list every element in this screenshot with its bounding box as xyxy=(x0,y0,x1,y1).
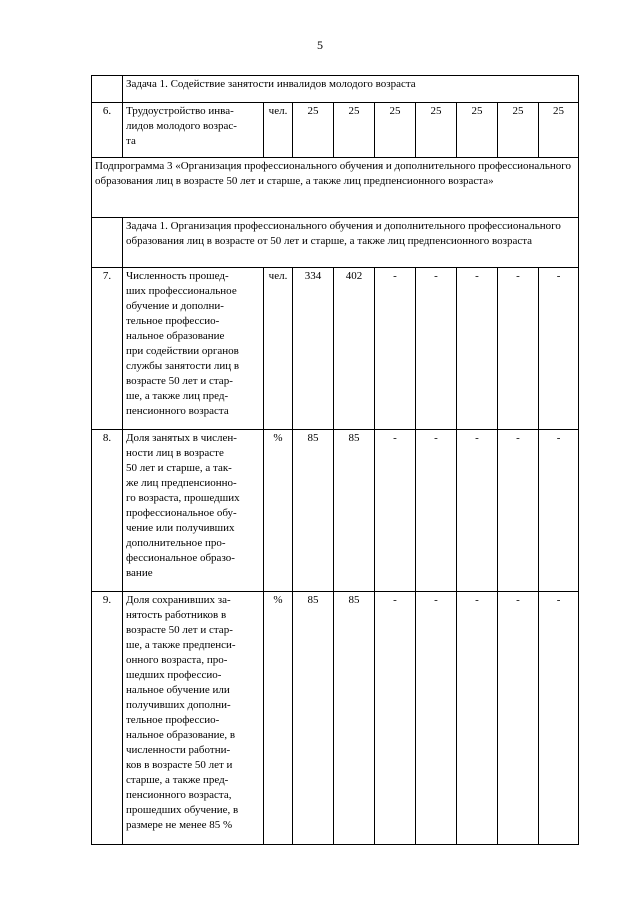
value-cell: - xyxy=(457,430,498,592)
row-number: 8. xyxy=(92,430,123,592)
value-cell: 402 xyxy=(334,268,375,430)
table-row xyxy=(92,268,579,430)
value-cell: - xyxy=(375,592,416,845)
indicator-name: Численность прошед- ших профессиональное обучение и дополни- тельное профессио- нальное образование при содействии органов службы занятости лиц в возрасте 50 лет и стар- ше, а также лиц пред- пенсионного возраста xyxy=(123,268,264,430)
value-cell: - xyxy=(457,268,498,430)
value-cell: 334 xyxy=(293,268,334,430)
value-cell: 85 xyxy=(293,592,334,845)
value-cell: - xyxy=(498,592,539,845)
row-number: 6. xyxy=(92,103,123,158)
unit-cell: чел. xyxy=(264,103,293,158)
indicators-table xyxy=(91,75,579,845)
indicator-name: Трудоустройство инва- лидов молодого возрас- та xyxy=(123,103,264,158)
value-cell: - xyxy=(375,430,416,592)
table-row xyxy=(92,158,579,218)
empty-cell xyxy=(92,76,123,103)
unit-cell: чел. xyxy=(264,268,293,430)
indicator-name: Доля сохранивших за- нятость работников в возрасте 50 лет и стар- ше, а также предпенси- онного возраста, про- шедших профессио- нальное обучение или получивших дополни- тельное профессио- нальное образование, в численности работни- ков в возрасте 50 лет и старше, а также пред- пенсионного возраста, прошедших обучение, в размере не менее 85 % xyxy=(123,592,264,845)
value-cell: 85 xyxy=(293,430,334,592)
value-cell: 25 xyxy=(334,103,375,158)
task-heading: Задача 1. Содействие занятости инвалидов молодого возраста xyxy=(123,76,579,103)
value-cell: - xyxy=(539,430,579,592)
value-cell: - xyxy=(416,268,457,430)
table-row xyxy=(92,218,579,268)
value-cell: 25 xyxy=(416,103,457,158)
value-cell: - xyxy=(416,430,457,592)
value-cell: 85 xyxy=(334,592,375,845)
value-cell: - xyxy=(416,592,457,845)
subprogram-heading: Подпрограмма 3 «Организация профессионального обучения и дополнительного профессионального образования лиц в возрасте 50 лет и старше, а также лиц предпенсионного возраста» xyxy=(92,158,579,218)
table-row xyxy=(92,592,579,845)
value-cell: - xyxy=(539,592,579,845)
unit-cell: % xyxy=(264,430,293,592)
empty-cell xyxy=(92,218,123,268)
table-row xyxy=(92,430,579,592)
indicator-name: Доля занятых в числен- ности лиц в возрасте 50 лет и старше, а так- же лиц предпенсионно- го возраста, прошедших профессиональное обу- чение или получивших дополнительное про- фессиональное образо- вание xyxy=(123,430,264,592)
row-number: 7. xyxy=(92,268,123,430)
value-cell: - xyxy=(539,268,579,430)
value-cell: - xyxy=(498,268,539,430)
value-cell: 25 xyxy=(375,103,416,158)
table-row xyxy=(92,103,579,158)
table-row xyxy=(92,76,579,103)
value-cell: 85 xyxy=(334,430,375,592)
value-cell: 25 xyxy=(498,103,539,158)
row-number: 9. xyxy=(92,592,123,845)
task-heading: Задача 1. Организация профессионального обучения и дополнительного профессионального образования лиц в возрасте от 50 лет и старше, а также лиц предпенсионного возраста xyxy=(123,218,579,268)
value-cell: - xyxy=(498,430,539,592)
unit-cell: % xyxy=(264,592,293,845)
value-cell: - xyxy=(375,268,416,430)
value-cell: 25 xyxy=(293,103,334,158)
value-cell: - xyxy=(457,592,498,845)
value-cell: 25 xyxy=(539,103,579,158)
page-number: 5 xyxy=(317,38,323,52)
value-cell: 25 xyxy=(457,103,498,158)
